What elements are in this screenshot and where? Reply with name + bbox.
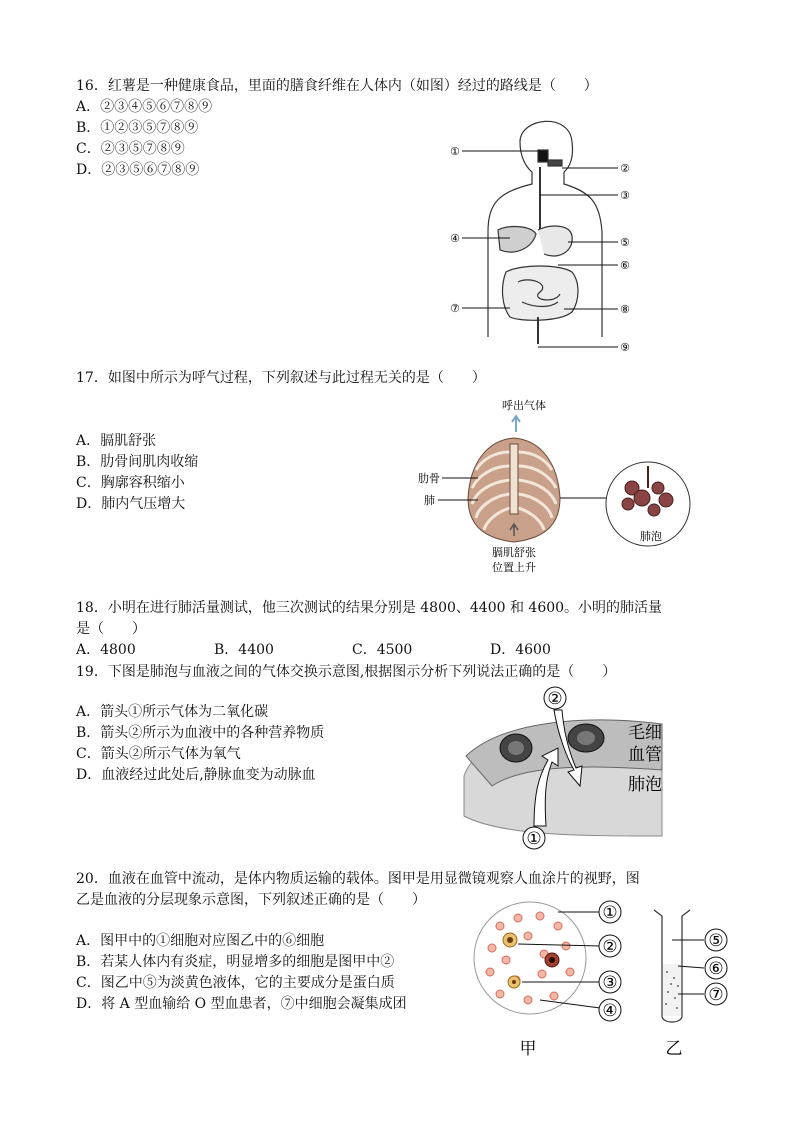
q16-option-b: B．①②③⑤⑦⑧⑨ xyxy=(76,120,199,136)
smear-label-3: ③ xyxy=(602,973,618,993)
q19-option-a: A．箭头①所示气体为二氧化碳 xyxy=(76,704,269,720)
tube-label-5: ⑤ xyxy=(708,931,724,951)
gas-exchange-figure xyxy=(462,686,702,852)
blood-smear-figure xyxy=(470,896,630,1062)
q19-option-b: B．箭头②所示为血液中的各种营养物质 xyxy=(76,725,325,741)
q19-option-c: C．箭头②所示气体为氧气 xyxy=(76,746,241,762)
label-9: ⑨ xyxy=(620,341,630,354)
figure-jia-label: 甲 xyxy=(519,1039,537,1059)
label-1: ① xyxy=(450,145,460,158)
q20-option-d: D．将 A 型血输给 O 型血患者，⑦中细胞会凝集成团 xyxy=(76,996,407,1012)
q18-option-b: B．4400 xyxy=(214,642,274,658)
q17-stem: 17．如图中所示为呼气过程，下列叙述与此过程无关的是（ ） xyxy=(76,370,486,386)
tube-label-6: ⑥ xyxy=(708,959,724,979)
capillary-label-2: 血管 xyxy=(628,745,662,765)
q16-option-d: D．②③⑤⑥⑦⑧⑨ xyxy=(76,162,200,178)
q19-option-d: D．血液经过此处后,静脉血变为动脉血 xyxy=(76,767,316,783)
figure-yi-label: 乙 xyxy=(665,1039,683,1059)
smear-label-2: ② xyxy=(602,937,618,957)
q17-option-d: D．肺内气压增大 xyxy=(76,496,186,512)
q20-stem-line1: 20．血液在血管中流动，是体内物质运输的载体。图甲是用显微镜观察人血涂片的视野，图 xyxy=(76,871,640,887)
label-8: ⑧ xyxy=(620,303,630,316)
digestive-system-figure xyxy=(440,112,640,358)
diaphragm-label-2: 位置上升 xyxy=(492,561,536,574)
diaphragm-label-1: 膈肌舒张 xyxy=(492,546,536,559)
q16-stem: 16．红薯是一种健康食品，里面的膳食纤维在人体内（如图）经过的路线是（ ） xyxy=(76,78,598,94)
label-6: ⑥ xyxy=(620,259,630,272)
test-tube-figure xyxy=(648,906,748,1062)
label-3: ③ xyxy=(620,189,630,202)
tube-label-7: ⑦ xyxy=(708,985,724,1005)
q20-stem-line2: 乙是血液的分层现象示意图，下列叙述正确的是（ ） xyxy=(76,892,426,908)
q16-option-c: C．②③⑤⑦⑧⑨ xyxy=(76,141,185,157)
q18-option-d: D．4600 xyxy=(490,642,551,658)
q19-stem: 19．下图是肺泡与血液之间的气体交换示意图,根据图示分析下列说法正确的是（ ） xyxy=(76,664,617,680)
arrow1-label: ① xyxy=(526,829,542,849)
label-5: ⑤ xyxy=(620,236,630,249)
q18-option-a: A．4800 xyxy=(76,642,136,658)
q18-stem-line2: 是（ ） xyxy=(76,621,146,637)
q20-option-b: B．若某人体内有炎症，明显增多的细胞是图甲中② xyxy=(76,954,395,970)
q17-option-c: C．胸廓容积缩小 xyxy=(76,475,185,491)
rib-label: 肋骨 xyxy=(418,472,440,485)
capillary-label-1: 毛细 xyxy=(628,723,662,743)
q18-stem-line1: 18．小明在进行肺活量测试，他三次测试的结果分别是 4800、4400 和 4600。小明的肺活量 xyxy=(76,600,663,616)
smear-label-1: ① xyxy=(602,903,618,923)
q17-option-a: A．膈肌舒张 xyxy=(76,433,157,449)
q20-option-a: A．图甲中的①细胞对应图乙中的⑥细胞 xyxy=(76,933,325,949)
q16-option-a: A．②③④⑤⑥⑦⑧⑨ xyxy=(76,99,213,115)
label-4: ④ xyxy=(450,232,460,245)
lung-label: 肺 xyxy=(424,494,435,507)
q17-option-b: B．肋骨间肌肉收缩 xyxy=(76,454,199,470)
label-2: ② xyxy=(620,162,630,175)
q18-option-c: C．4500 xyxy=(352,642,413,658)
exhale-label: 呼出气体 xyxy=(502,399,546,412)
alveolus-label: 肺泡 xyxy=(640,530,662,543)
label-7: ⑦ xyxy=(450,302,460,315)
smear-label-4: ④ xyxy=(602,1001,618,1021)
alveolus-label-19: 肺泡 xyxy=(628,775,662,795)
arrow2-label: ② xyxy=(547,689,563,709)
q20-option-c: C．图乙中⑤为淡黄色液体，它的主要成分是蛋白质 xyxy=(76,975,395,991)
ribcage-figure xyxy=(410,396,700,580)
